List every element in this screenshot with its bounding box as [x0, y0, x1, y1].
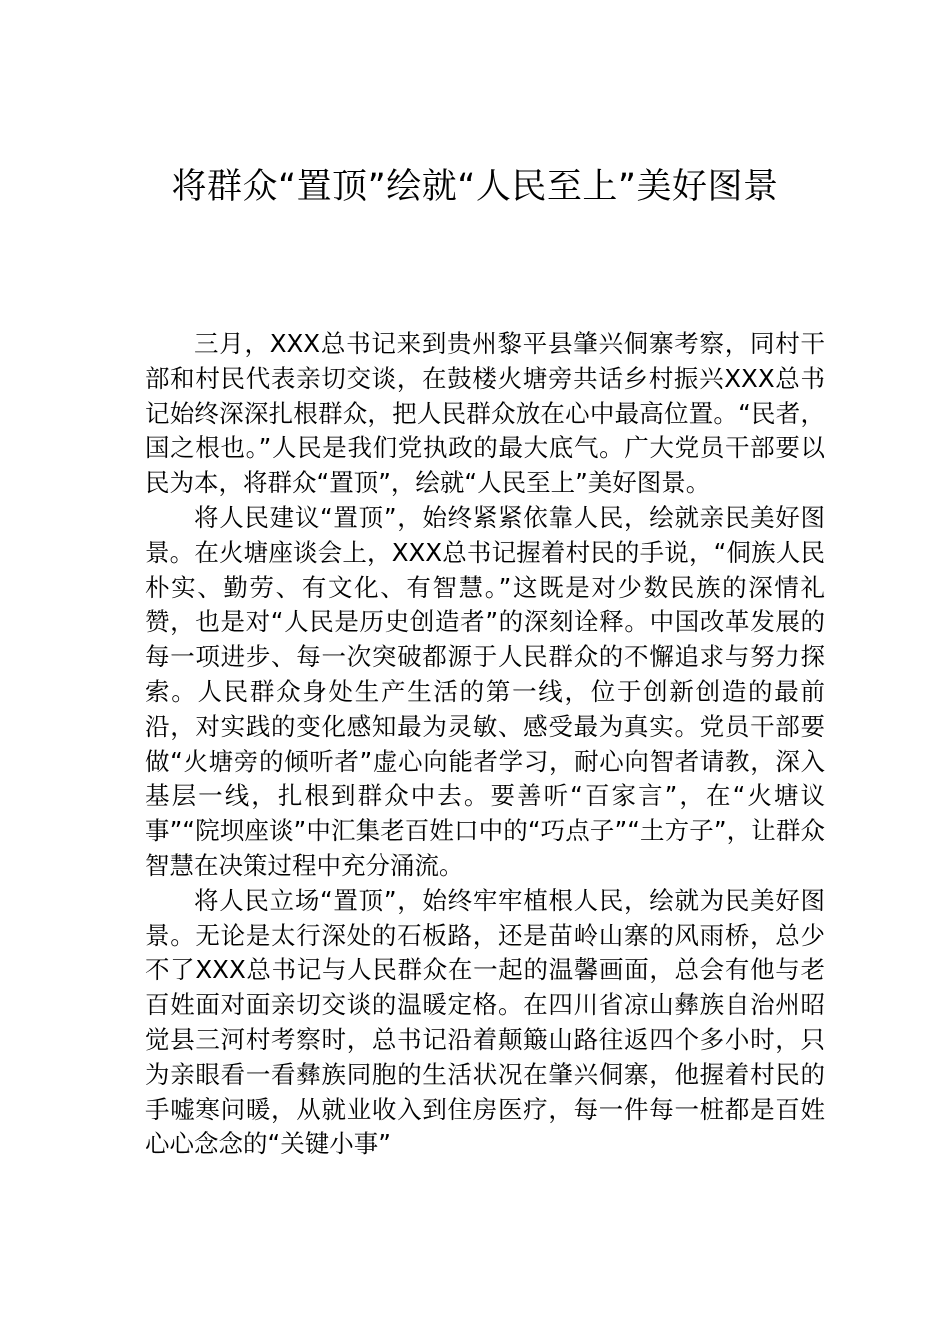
paragraph-1: 三月，XXX总书记来到贵州黎平县肇兴侗寨考察，同村干部和村民代表亲切交谈，在鼓楼火塘旁共话乡村振兴XXX总书记始终深深扎根群众，把人民群众放在心中最高位置。“民者，国之根也。”人民是我们党执政的最大底气。广大党员干部要以民为本，将群众“置顶”，绘就“人民至上”美好图景。: [145, 329, 825, 498]
paragraph-2: 将人民建议“置顶”，始终紧紧依靠人民，绘就亲民美好图景。在火塘座谈会上，XXX总书记握着村民的手说，“侗族人民朴实、勤劳、有文化、有智慧。”这既是对少数民族的深情礼赞，也是对“人民是历史创造者”的深刻诠释。中国改革发展的每一项进步、每一次突破都源于人民群众的不懈追求与努力探索。人民群众身处生产生活的第一线，位于创新创造的最前沿，对实践的变化感知最为灵敏、感受最为真实。党员干部要做“火塘旁的倾听者”虚心向能者学习，耐心向智者请教，深入基层一线，扎根到群众中去。要善听“百家言”，在“火塘议事”“院坝座谈”中汇集老百姓口中的“巧点子”“土方子”，让群众智慧在决策过程中充分涌流。: [145, 502, 825, 880]
document-body: [145, 327, 825, 1162]
paragraph-3: 将人民立场“置顶”，始终牢牢植根人民，绘就为民美好图景。无论是太行深处的石板路，还是苗岭山寨的风雨桥，总少不了XXX总书记与人民群众在一起的温馨画面，总会有他与老百姓面对面亲切交谈的温暖定格。在四川省凉山彝族自治州昭觉县三河村考察时，总书记沿着颠簸山路往返四个多小时，只为亲眼看一看彝族同胞的生活状况在肇兴侗寨，他握着村民的手嘘寒问暖，从就业收入到住房医疗，每一件每一桩都是百姓心心念念的“关键小事”: [145, 885, 825, 1159]
document-title: 将群众“置顶”绘就“人民至上”美好图景: [171, 167, 779, 207]
